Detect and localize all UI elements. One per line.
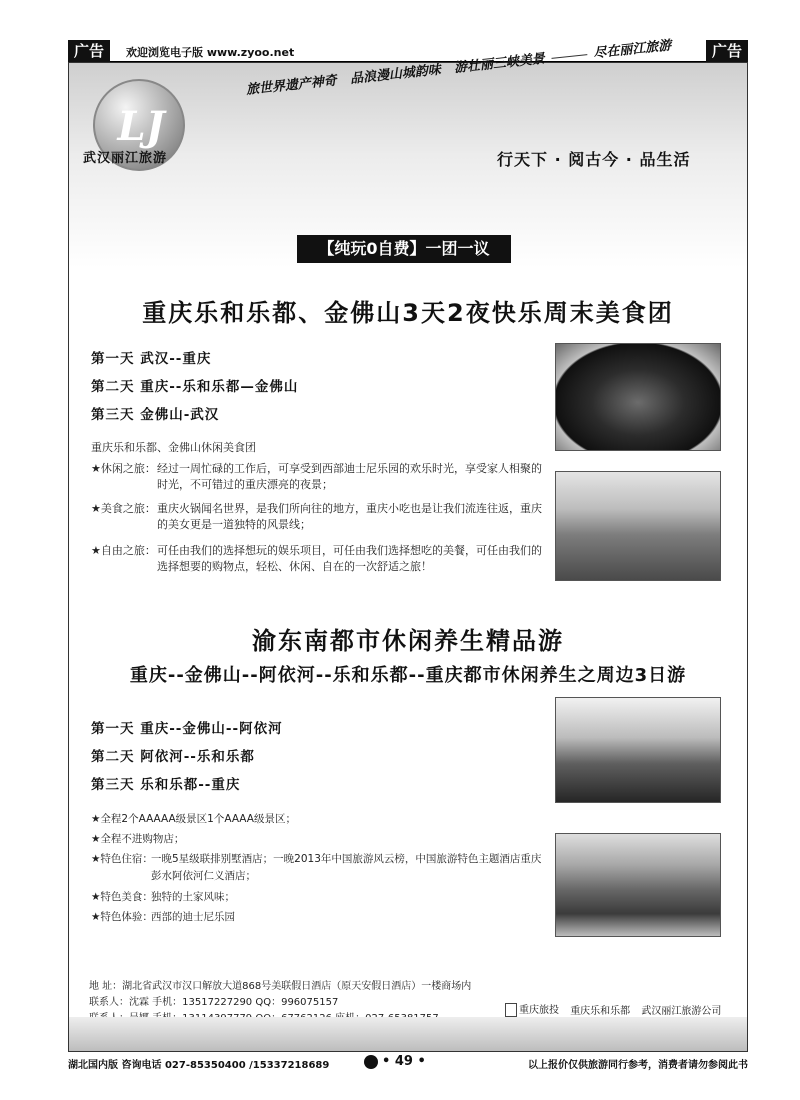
tour1-bullet bbox=[91, 501, 551, 533]
tour2-title: 渝东南都市休闲养生精品游 bbox=[252, 627, 564, 655]
slogan-part: 旅世界遗产神奇 bbox=[245, 73, 338, 98]
welcome-link[interactable]: 欢迎浏览电子版 www.zyoo.net bbox=[126, 46, 295, 59]
tour2-subtitle: 重庆--金佛山--阿依河--乐和乐都--重庆都市休闲养生之周边3日游 bbox=[129, 665, 687, 686]
bullet-text: 经过一周忙碌的工作后，可享受到西部迪士尼乐园的欢乐时光，享受家人相聚的时光，不可错过的重庆漂亮的夜景； bbox=[157, 462, 542, 491]
bullet-head: ★特色体验： bbox=[91, 911, 153, 923]
bullet-head: ★全程2个AAAAA级景区1个AAAA级景区； bbox=[91, 813, 296, 825]
bullet-head: ★自由之旅： bbox=[91, 544, 156, 557]
partner-1 bbox=[505, 1001, 559, 1017]
page-number-text: • 49 • bbox=[382, 1054, 426, 1069]
partner-logos bbox=[505, 1001, 729, 1017]
footer-disclaimer: 以上报价仅供旅游同行参考，消费者请勿参阅此书 bbox=[528, 1060, 748, 1071]
bullet-head: ★休闲之旅： bbox=[91, 462, 156, 475]
bullet-text: 一晚5星级联排别墅酒店；一晚2013年中国旅游风云榜，中国旅游特色主题酒店重庆彭水阿依河仁义酒店； bbox=[151, 853, 542, 882]
partner-3: 武汉丽江旅游公司 bbox=[641, 1005, 722, 1017]
riverside-village-photo bbox=[555, 833, 721, 937]
footer-edition: 湖北国内版 咨询电话 027-85350400 /15337218689 bbox=[68, 1060, 330, 1071]
page-badge-icon bbox=[364, 1055, 378, 1069]
bullet-text: 西部的迪士尼乐园 bbox=[151, 911, 235, 923]
tour2-bullet bbox=[91, 831, 547, 848]
bullet-head: ★特色住宿： bbox=[91, 853, 153, 865]
town-photo bbox=[555, 471, 721, 581]
partner-1-label: 重庆旅投 bbox=[519, 1005, 559, 1016]
tour2-bullet bbox=[91, 851, 547, 885]
ad-tag-right: 广告 bbox=[706, 40, 748, 62]
bullet-text: 独特的土家风味； bbox=[151, 891, 235, 903]
promo-banner: 【纯玩0自费】一团一议 bbox=[297, 235, 511, 263]
tour2-day-1: 第一天 重庆--金佛山--阿依河 bbox=[91, 721, 283, 737]
tour2-bullet bbox=[91, 889, 547, 906]
tour2-bullet bbox=[91, 909, 547, 926]
tour2-day-2: 第二天 阿依河--乐和乐都 bbox=[91, 749, 255, 765]
slogan-part: 品浪漫山城韵味 bbox=[349, 62, 442, 87]
bullet-text: 重庆火锅闻名世界，是我们所向往的地方，重庆小吃也是让我们流连往返，重庆的美女更是一道独特的风景线； bbox=[157, 502, 542, 531]
partner-2: 重庆乐和乐都 bbox=[570, 1005, 631, 1017]
slogan-part: 游壮丽三峡美景 bbox=[453, 51, 546, 77]
tour1-day-3: 第三天 金佛山-武汉 bbox=[91, 407, 220, 423]
tour1-day-2: 第二天 重庆--乐和乐都—金佛山 bbox=[91, 379, 299, 395]
contact-person-1: 联系人：沈霖 手机：13517227290 QQ：996075157 bbox=[89, 997, 339, 1008]
bullet-head: ★美食之旅： bbox=[91, 502, 156, 515]
tour1-day-1: 第一天 武汉--重庆 bbox=[91, 351, 212, 367]
hotpot-photo bbox=[555, 343, 721, 451]
slogan-divider bbox=[551, 54, 587, 59]
building-icon bbox=[505, 1003, 517, 1017]
tour1-note: 重庆乐和乐都、金佛山休闲美食团 bbox=[91, 441, 256, 454]
rock-sculpture-photo bbox=[555, 697, 721, 803]
tour1-title: 重庆乐和乐都、金佛山3天2夜快乐周末美食团 bbox=[142, 299, 674, 327]
logo-mark: LJ bbox=[117, 103, 165, 150]
brand-tagline: 行天下 · 阅古今 · 品生活 bbox=[497, 150, 691, 169]
tour1-bullet bbox=[91, 543, 551, 575]
tour2-bullet bbox=[91, 811, 547, 828]
bullet-head: ★全程不进购物店； bbox=[91, 833, 185, 845]
tour1-bullet bbox=[91, 461, 551, 493]
bottom-decoration bbox=[69, 1017, 747, 1051]
tour2-day-3: 第三天 乐和乐都--重庆 bbox=[91, 777, 241, 793]
brand-name: 武汉丽江旅游 bbox=[83, 151, 168, 166]
page-footer bbox=[68, 1056, 748, 1076]
slogan-part: 尽在丽江旅游 bbox=[592, 38, 672, 62]
ad-tag-left: 广告 bbox=[68, 40, 110, 62]
bullet-head: ★特色美食： bbox=[91, 891, 153, 903]
page-number bbox=[364, 1054, 426, 1069]
bullet-text: 可任由我们的选择想玩的娱乐项目，可任由我们选择想吃的美餐，可任由我们的选择想要的购物点，轻松、休闲、自在的一次舒适之旅！ bbox=[157, 544, 542, 573]
contact-address: 地 址：湖北省武汉市汉口解放大道868号美联假日酒店（原天安假日酒店）一楼商场内 bbox=[89, 981, 472, 992]
